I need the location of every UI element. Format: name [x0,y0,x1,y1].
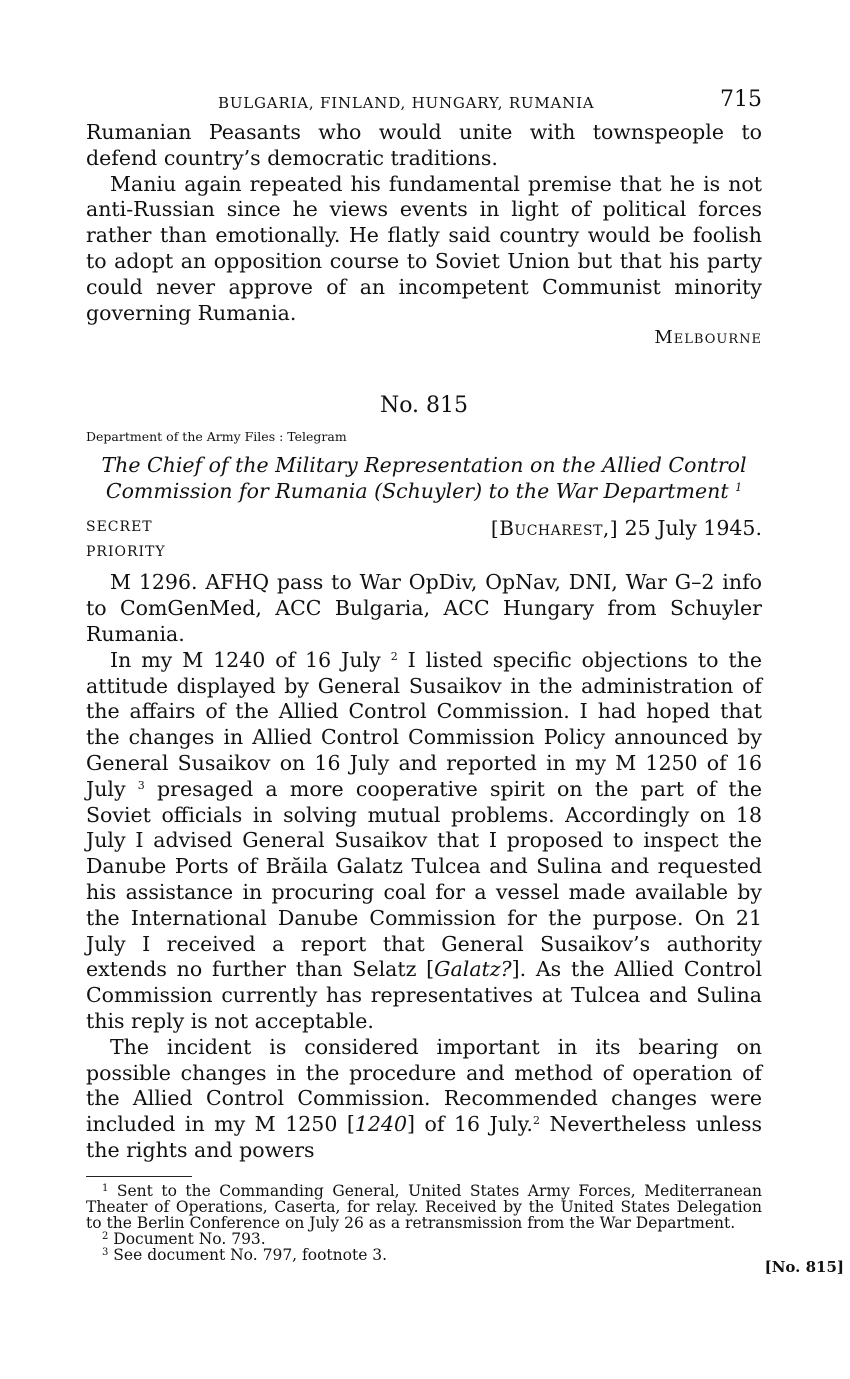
message-p3-italic: 1240 [354,1112,408,1137]
footnote-ref-1: 1 [735,481,743,495]
footnote-marker: 1 [102,1182,109,1194]
footnote-text: Sent to the Commanding General, United States Army Forces, Mediterranean Theater of Operations, Caserta, for relay. Received by the United States Delegation to the Berlin Conference on July 26 as a retransmission from the War Department. [86,1181,762,1232]
footnote-2 [86,1231,762,1247]
dateline-city: [Bucharest,] [490,516,619,541]
precedence: PRIORITY [86,544,166,561]
footnote-text: See document No. 797, footnote 3. [108,1245,388,1264]
footnote-marker: 3 [102,1246,109,1258]
message-p2-b: I listed specific objections to the attitude displayed by General Susaikov in the administration of the affairs of the Allied Control Commission. I had hoped that the changes in Allied Control Commission Policy announced by General Susaikov on 16 July and reported in my M 1250 of 16 July [86,647,762,801]
footnote-text: Document No. 793. [108,1229,266,1248]
message-p3-c: Nevertheless unless the rights and powers [86,1112,762,1162]
footnote-ref-2b: 2 [532,1114,540,1128]
message-p2-a: In my M 1240 of 16 July [110,647,381,672]
footnotes [86,1183,762,1263]
footnote-3 [86,1247,762,1263]
continuation-paragraph-1: Rumanian Peasants who would unite with townspeople to defend country’s democratic traditions. [86,120,762,170]
document-number: No. 815 [379,393,469,419]
message-p3-a: The incident is considered important in its bearing on possible changes in the procedure and method of operation of the Allied Control Commission. Recommended changes were included in my M 1250 [ [86,1034,762,1137]
running-header [86,84,762,120]
dateline [491,516,762,540]
document-source: Department of the Army Files : Telegram [86,429,347,445]
dateline-date: 25 July 1945. [624,516,762,541]
page [86,84,762,1263]
footnote-ref-3: 3 [137,778,145,792]
message-p3-b: ] of 16 July. [407,1112,533,1137]
message-p2-italic: Galatz? [434,957,512,982]
page-number: 715 [720,87,762,112]
message-paragraph-3 [86,1035,762,1164]
classification: SECRET [86,519,153,536]
footnote-marker: 2 [102,1230,109,1242]
footnote-1 [86,1183,762,1231]
telegram-meta [86,516,762,564]
document-title-text: The Chief of the Military Representation on the Allied Control Commission for Rumania (Schuyler) to the War Department [101,453,747,504]
continuation-paragraph-2: Maniu again repeated his fundamental premise that he is not anti-Russian since he views events in light of political forces rather than emotionally. He flatly said country would be foolish to adopt an opposition course to Soviet Union but that his party could never approve of an incompetent Communist minority governing Rumania. [86,171,762,325]
signature-name: Melbourne [654,327,762,349]
message-paragraph-2 [86,648,762,1035]
message-p2-d: ]. As the Allied Control Commission currently has representatives at Tulcea and Sulina this reply is not acceptable. [86,957,762,1033]
footnote-ref-2: 2 [390,649,398,663]
message-p2-c: presaged a more cooperative spirit on the part of the Soviet officials in solving mutual problems. Accordingly on 18 July I advised General Susaikov that I proposed to inspect the Danube Ports of Brăila Galatz Tulcea and Sulina and requested his assistance in procuring coal for a vessel made available by the International Danube Commission for the purpose. On 21 July I received a report that General Susaikov’s authority extends no further than Selatz [ [86,776,762,982]
document-reference: [No. 815] [764,1258,844,1276]
footnote-rule [86,1176,192,1177]
message-paragraph-1: M 1296. AFHQ pass to War OpDiv, OpNav, DNI, War G–2 info to ComGenMed, ACC Bulgaria, ACC Hungary from Schuyler Rumania. [86,570,762,646]
signature [86,326,762,350]
document-title [86,452,762,504]
message-body [86,570,762,1163]
running-title: BULGARIA, FINLAND, HUNGARY, RUMANIA [218,94,595,112]
